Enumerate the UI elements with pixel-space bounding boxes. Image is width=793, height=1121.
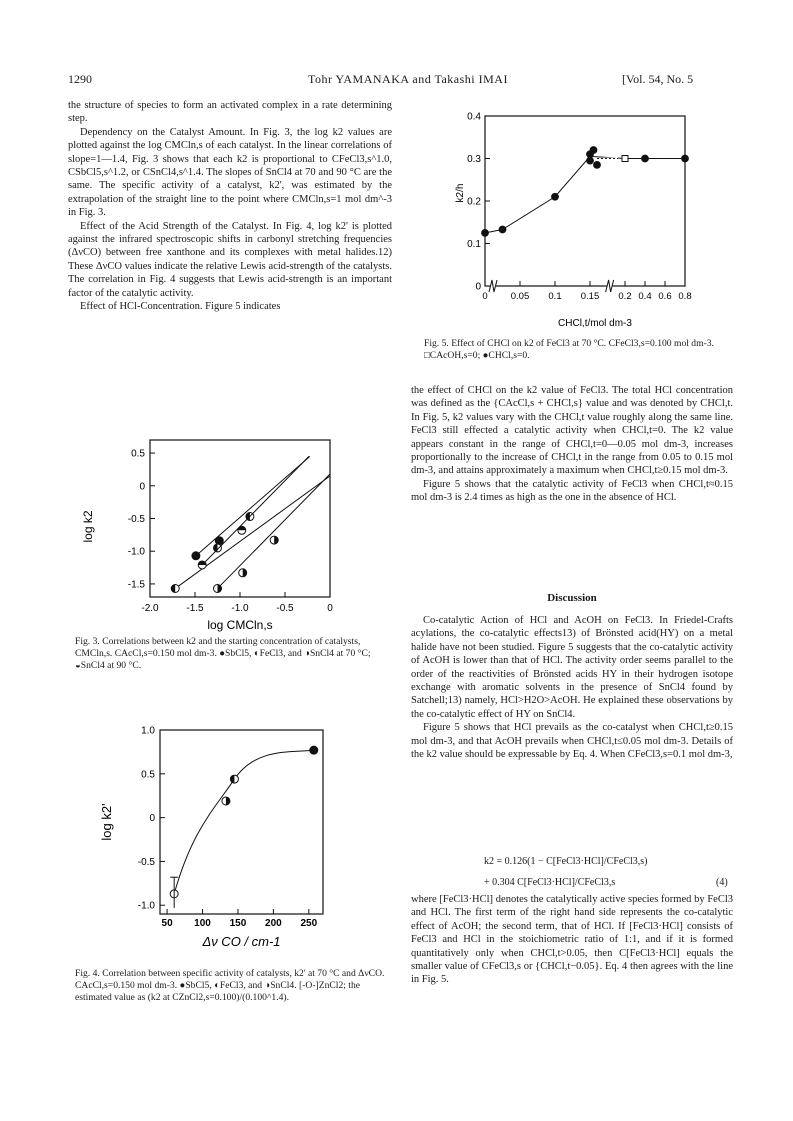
fit-line — [194, 456, 310, 557]
x-tick-label: -1.0 — [231, 603, 249, 614]
data-point — [499, 226, 506, 233]
trend-line — [485, 156, 685, 233]
x-tick-label: 0.4 — [638, 291, 652, 302]
data-point — [215, 537, 223, 545]
y-tick-label: 0.4 — [467, 111, 481, 123]
data-point — [682, 155, 689, 162]
paragraph: Effect of HCl-Concentration. Figure 5 indicates — [80, 301, 281, 313]
y-tick-label: 0.5 — [141, 769, 155, 781]
x-tick-label: 0.6 — [658, 291, 672, 302]
y-tick-label: -1.0 — [127, 546, 145, 558]
plot-frame — [485, 116, 685, 286]
plot-frame — [160, 730, 323, 914]
data-point — [192, 552, 200, 560]
equation-line-2: + 0.304 C[FeCl3·HCl]/CFeCl3,s — [484, 877, 616, 888]
paragraph: Figure 5 shows that the catalytic activity of FeCl3 when CHCl,t≈0.15 mol dm-3 is 2.4 times as high as the one in the absence of HCl. — [411, 478, 733, 504]
x-tick-label: 0.15 — [580, 291, 600, 302]
data-point — [310, 746, 318, 754]
y-tick-label: 0 — [139, 481, 145, 493]
y-tick-label: -0.5 — [137, 856, 155, 868]
y-axis-label: k2/h — [455, 183, 466, 203]
y-tick-label: -1.0 — [137, 900, 155, 912]
x-tick-label: 0.2 — [618, 291, 632, 302]
fit-curve — [174, 750, 314, 894]
left-column-text — [68, 99, 392, 314]
fig3-chart — [70, 425, 390, 635]
fig5-chart — [455, 106, 715, 331]
right-column-text-bottom — [411, 893, 733, 987]
y-tick-label: 0 — [149, 813, 155, 825]
paragraph: Figure 5 shows that HCl prevails as the co-catalyst when CHCl,t≥0.15 mol dm-3, and that AcOH prevails when CHCl,t≤0.05 mol dm-3. Details of the k2 value should be expressable by Eq. 4. When CFeCl3,s=0.1 mol dm-3, — [411, 722, 733, 761]
y-axis-label: log k2 — [81, 510, 95, 543]
right-column-text-top — [411, 384, 733, 505]
x-tick-label: -0.5 — [276, 603, 294, 614]
data-point — [552, 193, 559, 200]
y-tick-label: 0 — [475, 281, 481, 293]
x-tick-label: 100 — [194, 918, 211, 929]
data-point — [642, 155, 649, 162]
data-point — [594, 161, 601, 168]
x-tick-label: 0.05 — [510, 291, 530, 302]
paragraph: Dependency on the Catalyst Amount. In Fig. 3, the log k2 values are plotted against the log CMCln,s of each catalyst. In the linear correlations of slope=1—1.4, Fig. 3 shows that each k2 is proportional to CFeCl3,s^1.0, CSbCl5,s^1.2, or CSnCl4,s^1.4. The slopes of SnCl4 at 70 and 90 °C are the same. The specific activity of a catalyst, k2', was estimated by the extrapolation of the straight line to the point where CMCln,s=1 mol dm^-3 in Fig. 3. — [68, 126, 392, 219]
y-tick-label: 0.3 — [467, 154, 481, 165]
data-point — [590, 147, 597, 154]
fig4-chart — [95, 718, 340, 958]
x-axis-label: log CMCln,s — [207, 618, 273, 632]
x-tick-label: 0 — [327, 603, 333, 614]
data-point — [622, 156, 628, 162]
running-head: Tohr YAMANAKA and Takashi IMAI — [308, 72, 508, 86]
x-tick-label: 200 — [265, 918, 282, 929]
x-tick-label: 250 — [300, 918, 318, 929]
paragraph: Effect of the Acid Strength of the Catalyst. In Fig. 4, log k2' is plotted against the infrared spectroscopic shifts in carbonyl stretching frequencies (ΔνCO) between free xanthone and its complexes with metal halides.12) These ΔνCO values indicate the relative Lewis acid-strength of the catalysts. The correlation in Fig. 4 suggests that Lewis acid-strength is an important factor of the catalytic activity. — [68, 220, 392, 299]
fig3-caption: Fig. 3. Correlations between k2 and the starting concentration of catalysts, CMCln,s. CAcCl,s=0.150 mol dm-3. ●SbCl5, ◐FeCl3, and ◑SnCl4 at 70 °C; ◒SnCl4 at 90 °C. — [75, 636, 371, 671]
x-tick-label: 50 — [161, 918, 173, 929]
right-column-text-mid — [411, 614, 733, 761]
x-tick-label: -2.0 — [141, 603, 159, 614]
fit-line — [173, 476, 330, 590]
data-point — [587, 157, 594, 164]
page-number: 1290 — [68, 72, 92, 86]
section-heading: Discussion — [547, 592, 597, 604]
y-tick-label: 0.2 — [467, 196, 481, 208]
y-tick-label: 0.1 — [467, 239, 481, 250]
paragraph: the effect of CHCl on the k2 value of FeCl3. The total HCl concentration was defined as the {CAcCl,s + CHCl,s} value and was denoted by CHCl,t. In Fig. 5, k2 values vary with the CHCl,t value roughly along the same line. FeCl3 still effected a catalytic activity when CHCl,t=0. The k2 value appears constant in the range of CHCl,t=0—0.05 mol dm-3, increases proportionally to the increase of CHCl,t in the range from 0.05 to 0.15 mol dm-3, and attains approximately a maximum when CHCl,t≥0.15 mol dm-3. — [411, 385, 733, 477]
y-axis-label: log k2' — [99, 803, 114, 841]
x-tick-label: 0 — [482, 291, 488, 302]
y-tick-label: 1.0 — [141, 725, 155, 737]
paragraph: where [FeCl3·HCl] denotes the catalytically active species formed by FeCl3 and HCl. The first term of the right hand side represents the co-catalytic effect of AcOH; the second term, that of HCl. If [FeCl3·HCl] consists of FeCl3 and HCl in the stoichiometric ratio of 1:1, and if it is formed quantitatively only when CHCl,t>0.05, then C[FeCl3·HCl] equals the smaller value of CFeCl3,s or {CHCl,t−0.05}. Eq. 4 then agrees with the line in Fig. 5. — [411, 894, 733, 986]
x-tick-label: 150 — [229, 918, 247, 929]
paragraph: the structure of species to form an activated complex in a rate determining step. — [68, 100, 392, 125]
x-axis-label: CHCl,t/mol dm-3 — [558, 318, 632, 329]
equation-number: (4) — [716, 877, 728, 888]
fit-line — [216, 474, 330, 590]
y-tick-label: 0.5 — [131, 448, 145, 460]
y-tick-label: -0.5 — [127, 514, 145, 525]
x-axis-label: Δν CO / cm-1 — [202, 934, 281, 949]
fig5-caption: Fig. 5. Effect of CHCl on k2 of FeCl3 at 70 °C. CFeCl3,s=0.100 mol dm-3. □CAcOH,s=0; ●CHCl,s=0. — [424, 338, 714, 361]
x-tick-label: 0.8 — [678, 291, 692, 302]
data-point — [482, 229, 489, 236]
fig4-caption: Fig. 4. Correlation between specific activity of catalysts, k2' at 70 °C and ΔνCO. CAcCl,s=0.150 mol dm-3. ●SbCl5, ◐FeCl3, and ◑SnCl4. [-O-]ZnCl2; the estimated value as (k2 at CZnCl2,s=0.100)/(0.100^1.4). — [75, 968, 385, 1003]
y-tick-label: -1.5 — [127, 579, 145, 591]
equation-line-1: k2 = 0.126(1 − C[FeCl3·HCl]/CFeCl3,s) — [484, 856, 648, 867]
x-tick-label: 0.1 — [548, 291, 562, 302]
x-tick-label: -1.5 — [186, 603, 204, 614]
paragraph: Co-catalytic Action of HCl and AcOH on FeCl3. In Friedel-Crafts acylations, the co-catalytic effects13) of Brönsted acid(HY) on a metal halide have not been studied. Figure 5 suggests that the co-catalytic activity of AcOH is lower than that of HCl. The activity order seems parallel to the order of the reactivities of Brönsted acids HY in their hydrogen isotope exchange with aromatic solvents in the presence of SnCl4 found by Satchell;13) namely, HCl>H2O>AcOH. He explained these observations by the co-catalytic effect of HY on SnCl4. — [411, 615, 733, 720]
volume-info: [Vol. 54, No. 5 — [622, 72, 694, 86]
